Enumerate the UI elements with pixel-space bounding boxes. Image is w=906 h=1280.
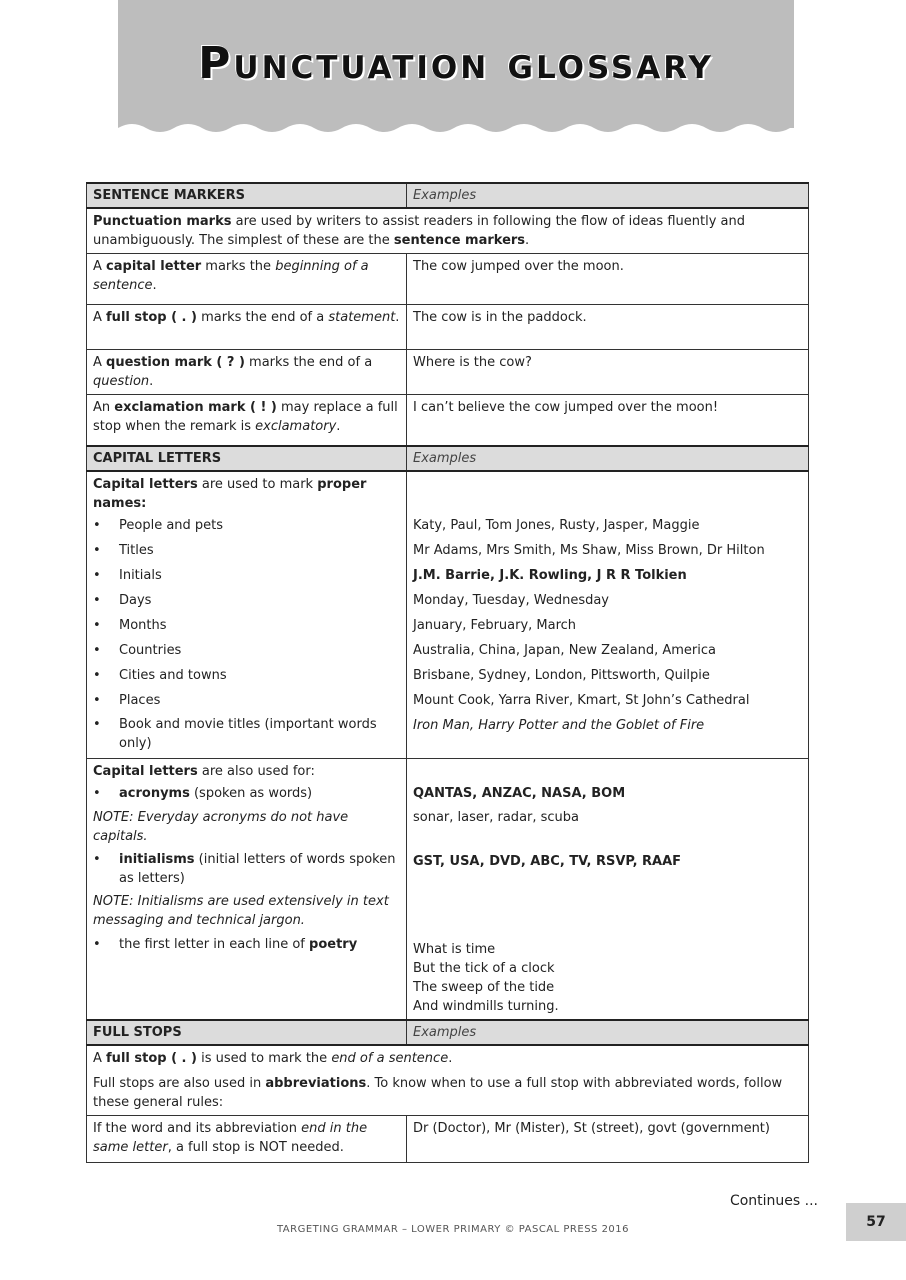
acronym-note: NOTE: Everyday acronyms do not have capitals.	[93, 810, 349, 844]
section-heading: CAPITAL LETTERS	[93, 451, 222, 466]
full-stop-line: A full stop ( . ) is used to mark the end of a sentence.	[93, 1051, 453, 1066]
list-item: Initials	[119, 568, 162, 583]
list-item: Countries	[119, 643, 182, 658]
example-line: sonar, laser, radar, scuba	[413, 810, 580, 825]
example-cell: The cow is in the paddock.	[407, 305, 809, 350]
intro-row	[87, 1045, 809, 1116]
examples-label: Examples	[413, 188, 477, 203]
example-cell: Dr (Doctor), Mr (Mister), St (street), govt (government)	[407, 1116, 809, 1163]
intro-text: Punctuation marks are used by writers to assist readers in following the flow of ideas fluently and unambiguously. The simplest of these are the sentence markers.	[87, 208, 809, 254]
capital-also-intro: Capital letters are also used for:	[93, 764, 315, 779]
list-item: Book and movie titles (important words only)	[119, 717, 377, 751]
table-row: Capital letters are also used for: • acronyms (spoken as words) NOTE: Everyday acronyms do not have capitals. • initialisms (initial letters of words spoken as letters) NOTE: Initialisms are used extensively in text messaging and technical jargon. • the first letter in each line of poetry QANTAS, ANZAC, NASA, BOM sonar, laser, radar, scuba GST, USA, DVD, ABC, TV, RSVP, RAAF What is time But the tick of a clock The sweep of the tide And windmills turning.	[87, 759, 809, 1021]
example-line: January, February, March	[413, 618, 577, 633]
example-line: Brisbane, Sydney, London, Pittsworth, Quilpie	[413, 668, 710, 683]
examples-label: Examples	[413, 1025, 477, 1040]
example-line: Monday, Tuesday, Wednesday	[413, 593, 610, 608]
table-row: An exclamation mark ( ! ) may replace a full stop when the remark is exclamatory. I can’t believe the cow jumped over the moon!	[87, 395, 809, 447]
poem	[413, 938, 802, 1016]
list-item: Places	[119, 693, 161, 708]
table-row: A capital letter marks the beginning of a sentence. The cow jumped over the moon.	[87, 254, 809, 305]
list-item: Titles	[119, 543, 154, 558]
example-line: Australia, China, Japan, New Zealand, America	[413, 643, 717, 658]
table-row: If the word and its abbreviation end in the same letter, a full stop is NOT needed. Dr (Doctor), Mr (Mister), St (street), govt (government)	[87, 1116, 809, 1163]
continues-label: Continues ...	[729, 1193, 818, 1209]
poem-line: And windmills turning.	[413, 999, 559, 1014]
footer-credit: TARGETING GRAMMAR – LOWER PRIMARY © PASCAL PRESS 2016	[276, 1224, 630, 1235]
wave-edge	[118, 120, 794, 134]
table-row: Capital letters are used to mark proper names: • People and pets • Titles • Initials • Days • Months • Countries • Cities and towns • Places • Book and movie titles (important words only) Katy, Paul, Tom Jones, Rusty, Jasper, Maggie Mr Adams, Mrs Smith, Ms Shaw, Miss Brown, Dr Hilton J.M. Barrie, J.K. Rowling, J R R Tolkien Monday, Tuesday, Wednesday January, February, March Australia, China, Japan, New Zealand, America Brisbane, Sydney, London, Pittsworth, Quilpie Mount Cook, Yarra River, Kmart, St John’s Cathedral Iron Man, Harry Potter and the Goblet of Fire	[87, 471, 809, 759]
example-cell: Where is the cow?	[407, 350, 809, 395]
poem-line: What is time	[413, 942, 496, 957]
table-row: A full stop ( . ) marks the end of a statement. The cow is in the paddock.	[87, 305, 809, 350]
capital-intro: Capital letters are used to mark proper names:	[93, 477, 367, 511]
initialism-note: NOTE: Initialisms are used extensively in text messaging and technical jargon.	[93, 894, 389, 928]
example-cell: The cow jumped over the moon.	[407, 254, 809, 305]
page-number: 57	[846, 1203, 906, 1241]
example-line: Mount Cook, Yarra River, Kmart, St John’s Cathedral	[413, 693, 750, 708]
page-title: Punctuation glossary	[198, 38, 714, 89]
title-banner	[118, 0, 794, 134]
poem-line: The sweep of the tide	[413, 980, 555, 995]
examples-label: Examples	[413, 451, 477, 466]
example-line: Katy, Paul, Tom Jones, Rusty, Jasper, Maggie	[413, 518, 700, 533]
section-heading: SENTENCE MARKERS	[93, 188, 246, 203]
example-cell: I can’t believe the cow jumped over the moon!	[407, 395, 809, 447]
glossary-table	[86, 182, 809, 1163]
list-item: Days	[119, 593, 152, 608]
list-item: Months	[119, 618, 167, 633]
table-row: A question mark ( ? ) marks the end of a question. Where is the cow?	[87, 350, 809, 395]
example-line: GST, USA, DVD, ABC, TV, RSVP, RAAF	[413, 854, 682, 869]
example-line: J.M. Barrie, J.K. Rowling, J R R Tolkien	[413, 568, 687, 583]
section-header-full-stops	[87, 1020, 809, 1045]
example-line: Mr Adams, Mrs Smith, Ms Shaw, Miss Brown, Dr Hilton	[413, 543, 765, 558]
poem-line: But the tick of a clock	[413, 961, 555, 976]
abbreviation-line: Full stops are also used in abbreviations. To know when to use a full stop with abbreviated words, follow these general rules:	[93, 1076, 783, 1110]
example-line: QANTAS, ANZAC, NASA, BOM	[413, 786, 626, 801]
example-line: Iron Man, Harry Potter and the Goblet of Fire	[413, 718, 705, 733]
list-item: People and pets	[119, 518, 224, 533]
section-header-sentence-markers	[87, 183, 809, 208]
section-header-capital-letters	[87, 446, 809, 471]
section-heading: FULL STOPS	[93, 1025, 182, 1040]
list-item: Cities and towns	[119, 668, 227, 683]
intro-row	[87, 208, 809, 254]
